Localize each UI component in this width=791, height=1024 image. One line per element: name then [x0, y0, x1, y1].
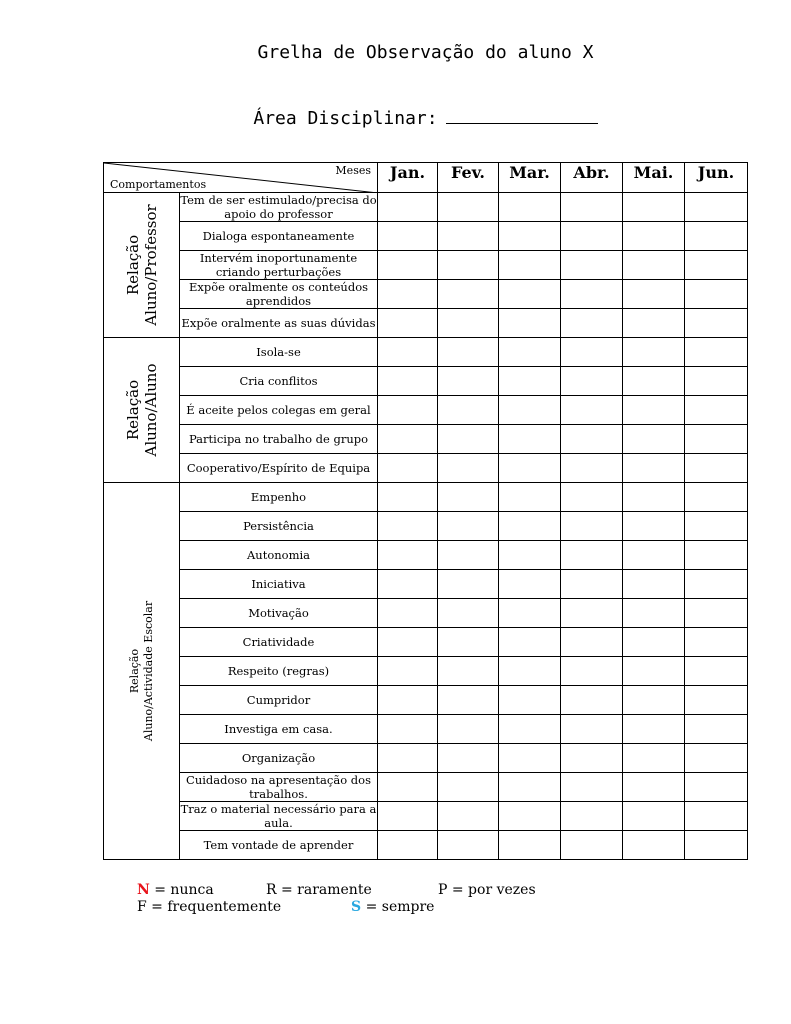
month-header: Mar.	[499, 163, 561, 193]
observation-cell[interactable]	[561, 454, 623, 483]
behavior-label: Cria conflitos	[180, 367, 378, 396]
legend-por-vezes: P = por vezes	[438, 882, 536, 898]
observation-cell[interactable]	[685, 454, 748, 483]
observation-cell[interactable]	[499, 222, 561, 251]
observation-cell[interactable]	[685, 802, 748, 831]
group-label-line2: Aluno/Actividade Escolar	[141, 600, 155, 742]
observation-cell[interactable]	[499, 831, 561, 860]
observation-cell[interactable]	[561, 483, 623, 512]
observation-cell[interactable]	[561, 686, 623, 715]
observation-cell[interactable]	[378, 831, 438, 860]
observation-cell[interactable]	[561, 222, 623, 251]
observation-cell[interactable]	[623, 570, 685, 599]
observation-cell[interactable]	[438, 309, 499, 338]
legend-frequentemente: F = frequentemente	[137, 899, 282, 915]
observation-cell[interactable]	[561, 657, 623, 686]
observation-cell[interactable]	[438, 570, 499, 599]
observation-cell[interactable]	[685, 599, 748, 628]
group-label-line2: Aluno/Aluno	[141, 363, 160, 457]
table-row	[104, 338, 748, 367]
observation-cell[interactable]	[685, 193, 748, 222]
month-header: Fev.	[438, 163, 499, 193]
observation-cell[interactable]	[378, 367, 438, 396]
table-row	[104, 396, 748, 425]
observation-cell[interactable]	[685, 338, 748, 367]
observation-cell[interactable]	[623, 628, 685, 657]
month-header: Abr.	[561, 163, 623, 193]
observation-cell[interactable]	[499, 773, 561, 802]
table-row	[104, 309, 748, 338]
table-row	[104, 512, 748, 541]
observation-cell[interactable]	[685, 251, 748, 280]
area-label: Área Disciplinar:	[253, 108, 438, 129]
behavior-label: Investiga em casa.	[180, 715, 378, 744]
observation-cell[interactable]	[378, 541, 438, 570]
observation-cell[interactable]	[499, 396, 561, 425]
observation-cell[interactable]	[561, 599, 623, 628]
table-row	[104, 773, 748, 802]
observation-cell[interactable]	[623, 657, 685, 686]
observation-cell[interactable]	[623, 193, 685, 222]
group-label-line1: Relação	[123, 234, 142, 296]
table-row	[104, 831, 748, 860]
legend-n-text: = nunca	[154, 882, 214, 898]
behavior-label: Organização	[180, 744, 378, 773]
observation-cell[interactable]	[438, 657, 499, 686]
observation-cell[interactable]	[623, 483, 685, 512]
group-label-line1: Relação	[123, 379, 142, 441]
table-row	[104, 802, 748, 831]
observation-cell[interactable]	[623, 338, 685, 367]
observation-cell[interactable]	[499, 657, 561, 686]
observation-cell[interactable]	[438, 222, 499, 251]
observation-cell[interactable]	[561, 570, 623, 599]
observation-cell[interactable]	[499, 367, 561, 396]
observation-cell[interactable]	[499, 251, 561, 280]
observation-cell[interactable]	[561, 338, 623, 367]
observation-grid	[103, 162, 748, 860]
behavior-label: Persistência	[180, 512, 378, 541]
table-row	[104, 222, 748, 251]
behavior-label: Tem vontade de aprender	[180, 831, 378, 860]
observation-cell[interactable]	[499, 599, 561, 628]
behavior-label: Expõe oralmente os conteúdos aprendidos	[180, 280, 378, 309]
page-title: Grelha de Observação do aluno X	[257, 42, 594, 63]
table-row	[104, 454, 748, 483]
observation-cell[interactable]	[623, 454, 685, 483]
group-label	[124, 363, 160, 456]
area-blank-field[interactable]	[446, 109, 598, 124]
observation-cell[interactable]	[378, 628, 438, 657]
observation-cell[interactable]	[623, 599, 685, 628]
observation-cell[interactable]	[378, 425, 438, 454]
observation-cell[interactable]	[499, 193, 561, 222]
table-row	[104, 280, 748, 309]
observation-cell[interactable]	[378, 802, 438, 831]
observation-cell[interactable]	[561, 831, 623, 860]
observation-cell[interactable]	[623, 222, 685, 251]
observation-cell[interactable]	[378, 512, 438, 541]
observation-cell[interactable]	[685, 657, 748, 686]
legend-sempre	[351, 899, 434, 915]
observation-cell[interactable]	[438, 802, 499, 831]
behavior-label: Iniciativa	[180, 570, 378, 599]
observation-cell[interactable]	[378, 454, 438, 483]
observation-cell[interactable]	[685, 396, 748, 425]
observation-cell[interactable]	[623, 367, 685, 396]
observation-cell[interactable]	[685, 773, 748, 802]
observation-cell[interactable]	[561, 280, 623, 309]
observation-cell[interactable]	[685, 512, 748, 541]
observation-cell[interactable]	[561, 715, 623, 744]
behavior-label: Cumpridor	[180, 686, 378, 715]
observation-cell[interactable]	[438, 483, 499, 512]
observation-cell[interactable]	[623, 396, 685, 425]
observation-cell[interactable]	[438, 628, 499, 657]
observation-cell[interactable]	[378, 570, 438, 599]
observation-cell[interactable]	[438, 773, 499, 802]
behavior-label: Dialoga espontaneamente	[180, 222, 378, 251]
observation-cell[interactable]	[438, 715, 499, 744]
observation-cell[interactable]	[438, 425, 499, 454]
observation-cell[interactable]	[623, 773, 685, 802]
observation-cell[interactable]	[685, 367, 748, 396]
observation-cell[interactable]	[623, 280, 685, 309]
legend-nunca	[137, 882, 214, 898]
legend-n-key: N	[137, 882, 150, 898]
observation-cell[interactable]	[561, 193, 623, 222]
observation-cell[interactable]	[378, 686, 438, 715]
observation-cell[interactable]	[623, 802, 685, 831]
observation-cell[interactable]	[623, 251, 685, 280]
meses-label: Meses	[335, 164, 371, 177]
table-row	[104, 657, 748, 686]
group-label-line1: Relação	[127, 648, 141, 694]
observation-cell[interactable]	[623, 715, 685, 744]
observation-cell[interactable]	[685, 715, 748, 744]
observation-cell[interactable]	[378, 715, 438, 744]
table-row	[104, 628, 748, 657]
behavior-label: Isola-se	[180, 338, 378, 367]
observation-cell[interactable]	[499, 483, 561, 512]
table-row	[104, 251, 748, 280]
behavior-label: Empenho	[180, 483, 378, 512]
behavior-label: Expõe oralmente as suas dúvidas	[180, 309, 378, 338]
observation-cell[interactable]	[561, 773, 623, 802]
observation-cell[interactable]	[685, 570, 748, 599]
legend-s-key: S	[351, 899, 362, 915]
header-diagonal-cell	[104, 163, 378, 193]
observation-cell[interactable]	[685, 744, 748, 773]
observation-cell[interactable]	[623, 309, 685, 338]
area-disciplinar-line	[30, 108, 791, 129]
month-header: Mai.	[623, 163, 685, 193]
observation-cell[interactable]	[685, 628, 748, 657]
table-row	[104, 425, 748, 454]
observation-cell[interactable]	[499, 454, 561, 483]
observation-cell[interactable]	[499, 715, 561, 744]
observation-cell[interactable]	[499, 570, 561, 599]
group-label-cell	[104, 483, 180, 860]
header-row	[104, 163, 748, 193]
observation-cell[interactable]	[623, 512, 685, 541]
observation-cell[interactable]	[499, 425, 561, 454]
observation-cell[interactable]	[561, 251, 623, 280]
observation-cell[interactable]	[561, 628, 623, 657]
observation-cell[interactable]	[499, 512, 561, 541]
observation-cell[interactable]	[623, 541, 685, 570]
behavior-label: Cuidadoso na apresentação dos trabalhos.	[180, 773, 378, 802]
observation-cell[interactable]	[499, 541, 561, 570]
observation-cell[interactable]	[561, 396, 623, 425]
group-label-cell	[104, 193, 180, 338]
table-row	[104, 541, 748, 570]
behavior-label: Intervém inoportunamente criando perturbações	[180, 251, 378, 280]
observation-cell[interactable]	[438, 831, 499, 860]
observation-cell[interactable]	[623, 686, 685, 715]
behavior-label: Participa no trabalho de grupo	[180, 425, 378, 454]
table-row	[104, 570, 748, 599]
behavior-label: Respeito (regras)	[180, 657, 378, 686]
observation-cell[interactable]	[438, 280, 499, 309]
observation-cell[interactable]	[499, 338, 561, 367]
observation-cell[interactable]	[438, 541, 499, 570]
observation-cell[interactable]	[685, 541, 748, 570]
observation-cell[interactable]	[499, 686, 561, 715]
observation-cell[interactable]	[623, 425, 685, 454]
table-row	[104, 193, 748, 222]
observation-cell[interactable]	[685, 309, 748, 338]
observation-cell[interactable]	[499, 744, 561, 773]
observation-cell[interactable]	[561, 512, 623, 541]
observation-cell[interactable]	[378, 396, 438, 425]
observation-cell[interactable]	[499, 280, 561, 309]
observation-cell[interactable]	[438, 338, 499, 367]
behavior-label: É aceite pelos colegas em geral	[180, 396, 378, 425]
table-row	[104, 686, 748, 715]
legend-raramente: R = raramente	[266, 882, 372, 898]
table-row	[104, 744, 748, 773]
observation-cell[interactable]	[685, 483, 748, 512]
table-row	[104, 367, 748, 396]
observation-cell[interactable]	[378, 280, 438, 309]
observation-cell[interactable]	[378, 744, 438, 773]
group-label	[128, 601, 156, 741]
observation-cell[interactable]	[378, 483, 438, 512]
group-label	[124, 204, 160, 325]
observation-cell[interactable]	[378, 773, 438, 802]
observation-cell[interactable]	[378, 222, 438, 251]
behavior-label: Traz o material necessário para a aula.	[180, 802, 377, 830]
observation-cell[interactable]	[561, 744, 623, 773]
observation-cell[interactable]	[685, 425, 748, 454]
observation-cell[interactable]	[438, 367, 499, 396]
group-label-cell	[104, 338, 180, 483]
observation-cell[interactable]	[561, 802, 623, 831]
observation-cell[interactable]	[499, 628, 561, 657]
observation-cell[interactable]	[378, 251, 438, 280]
observation-cell[interactable]	[438, 454, 499, 483]
table-row	[104, 715, 748, 744]
observation-cell[interactable]	[623, 744, 685, 773]
observation-cell[interactable]	[438, 512, 499, 541]
group-label-line2: Aluno/Professor	[141, 204, 160, 326]
observation-cell[interactable]	[561, 541, 623, 570]
observation-cell[interactable]	[378, 338, 438, 367]
observation-cell[interactable]	[378, 599, 438, 628]
observation-cell[interactable]	[685, 831, 748, 860]
table-row	[104, 599, 748, 628]
observation-cell[interactable]	[438, 686, 499, 715]
observation-cell[interactable]	[685, 222, 748, 251]
behavior-label: Cooperativo/Espírito de Equipa	[180, 454, 378, 483]
observation-cell[interactable]	[378, 193, 438, 222]
behavior-label: Tem de ser estimulado/precisa do apoio do professor	[180, 193, 377, 221]
legend-s-text: = sempre	[365, 899, 435, 915]
observation-cell[interactable]	[685, 280, 748, 309]
behavior-label: Autonomia	[180, 541, 378, 570]
behavior-label: Motivação	[180, 599, 378, 628]
observation-cell[interactable]	[438, 744, 499, 773]
observation-cell[interactable]	[623, 831, 685, 860]
comportamentos-label: Comportamentos	[110, 178, 207, 191]
observation-cell[interactable]	[438, 396, 499, 425]
observation-cell[interactable]	[561, 425, 623, 454]
observation-cell[interactable]	[438, 193, 499, 222]
observation-cell[interactable]	[378, 657, 438, 686]
month-header: Jan.	[378, 163, 438, 193]
observation-cell[interactable]	[378, 309, 438, 338]
observation-cell[interactable]	[561, 309, 623, 338]
observation-cell[interactable]	[499, 802, 561, 831]
observation-cell[interactable]	[438, 599, 499, 628]
observation-cell[interactable]	[685, 686, 748, 715]
behavior-label: Criatividade	[180, 628, 378, 657]
observation-cell[interactable]	[561, 367, 623, 396]
observation-cell[interactable]	[438, 251, 499, 280]
month-header: Jun.	[685, 163, 748, 193]
table-row	[104, 483, 748, 512]
observation-cell[interactable]	[499, 309, 561, 338]
